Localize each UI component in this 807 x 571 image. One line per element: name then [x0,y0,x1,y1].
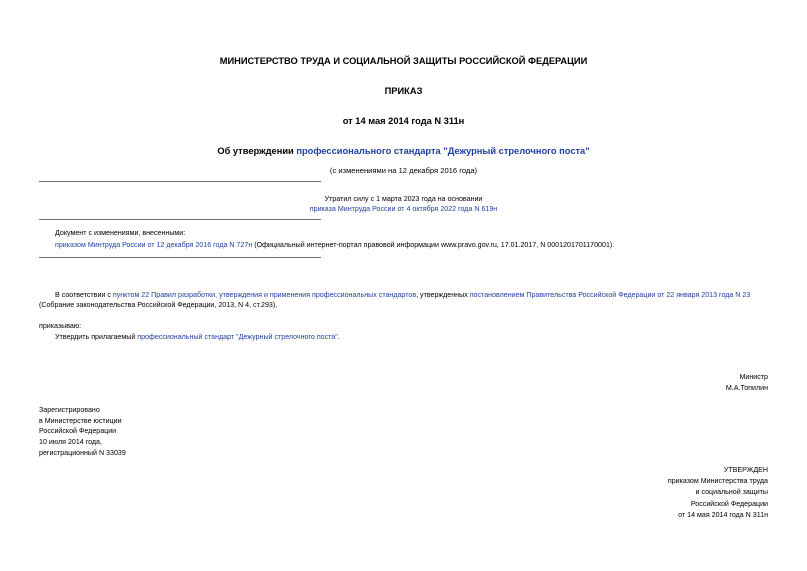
signature-role: Министр [739,373,768,381]
preamble-text: В соответствии с [55,291,113,299]
registration-line: 10 июля 2014 года, [39,438,102,447]
amendments-note: (с изменениями на 12 декабря 2016 года) [329,166,478,175]
approved-line: Российской Федерации [690,499,768,508]
order-title-link[interactable]: профессионального стандарта "Дежурный стрелочного поста" [296,146,590,156]
registration-line: Зарегистрировано [39,406,100,414]
approve-text: . [337,333,340,341]
preamble-text: , утвержденных [416,291,470,299]
signature-name: М.А.Топилин [725,384,768,392]
standard-link[interactable]: профессиональный стандарт "Дежурный стрелочного поста" [137,333,338,341]
order-date-number: от 14 мая 2014 года N 311н [342,116,465,126]
divider [39,257,321,258]
registration-line: регистрационный N 33039 [39,448,126,457]
order-title-prefix: Об утверждении [217,146,297,156]
order-title [0,146,807,156]
changes-label: Документ с изменениями, внесенными: [55,229,186,237]
preamble-source: (Собрание законодательства Российской Федерации, 2013, N 4, ст.293), [39,301,278,309]
registration-line: в Министерстве юстиции [39,416,122,425]
approved-block [668,465,768,521]
approve-text: Утвердить прилагаемый [55,333,138,341]
expired-link[interactable]: приказа Минтруда России от 4 октября 2022 года N 619н [309,205,498,213]
preamble-paragraph [55,291,750,299]
changes-link[interactable]: приказом Минтруда России от 12 декабря 2016 года N 727н [55,241,253,249]
approved-line: УТВЕРЖДЕН [723,466,768,474]
registration-line: Российской Федерации [39,427,117,436]
approved-line: от 14 мая 2014 года N 311н [678,510,768,519]
changes-source: (Официальный интернет-портал правовой информации www.pravo.gov.ru, 17.01.2017, N 0001201701170001). [252,241,615,249]
divider [39,219,321,220]
divider [39,181,321,182]
expired-notice: Утратил силу с 1 марта 2023 года на основании [324,195,483,203]
government-decree-link[interactable]: постановлением Правительства Российской Федерации от 22 января 2013 года N 23 [469,291,751,299]
approved-line: приказом Министерства труда [667,477,768,486]
doc-type-heading: ПРИКАЗ [384,86,423,96]
order-word: приказываю: [39,322,82,330]
rules-link[interactable]: пунктом 22 Правил разработки, утверждения и применения профессиональных стандартов [112,291,417,299]
ministry-heading: МИНИСТЕРСТВО ТРУДА И СОЦИАЛЬНОЙ ЗАЩИТЫ РОССИЙСКОЙ ФЕДЕРАЦИИ [219,56,588,66]
registration-block [39,405,126,459]
approved-line: и социальной защиты [695,488,768,497]
approve-paragraph [55,333,340,341]
changes-line [55,241,614,249]
